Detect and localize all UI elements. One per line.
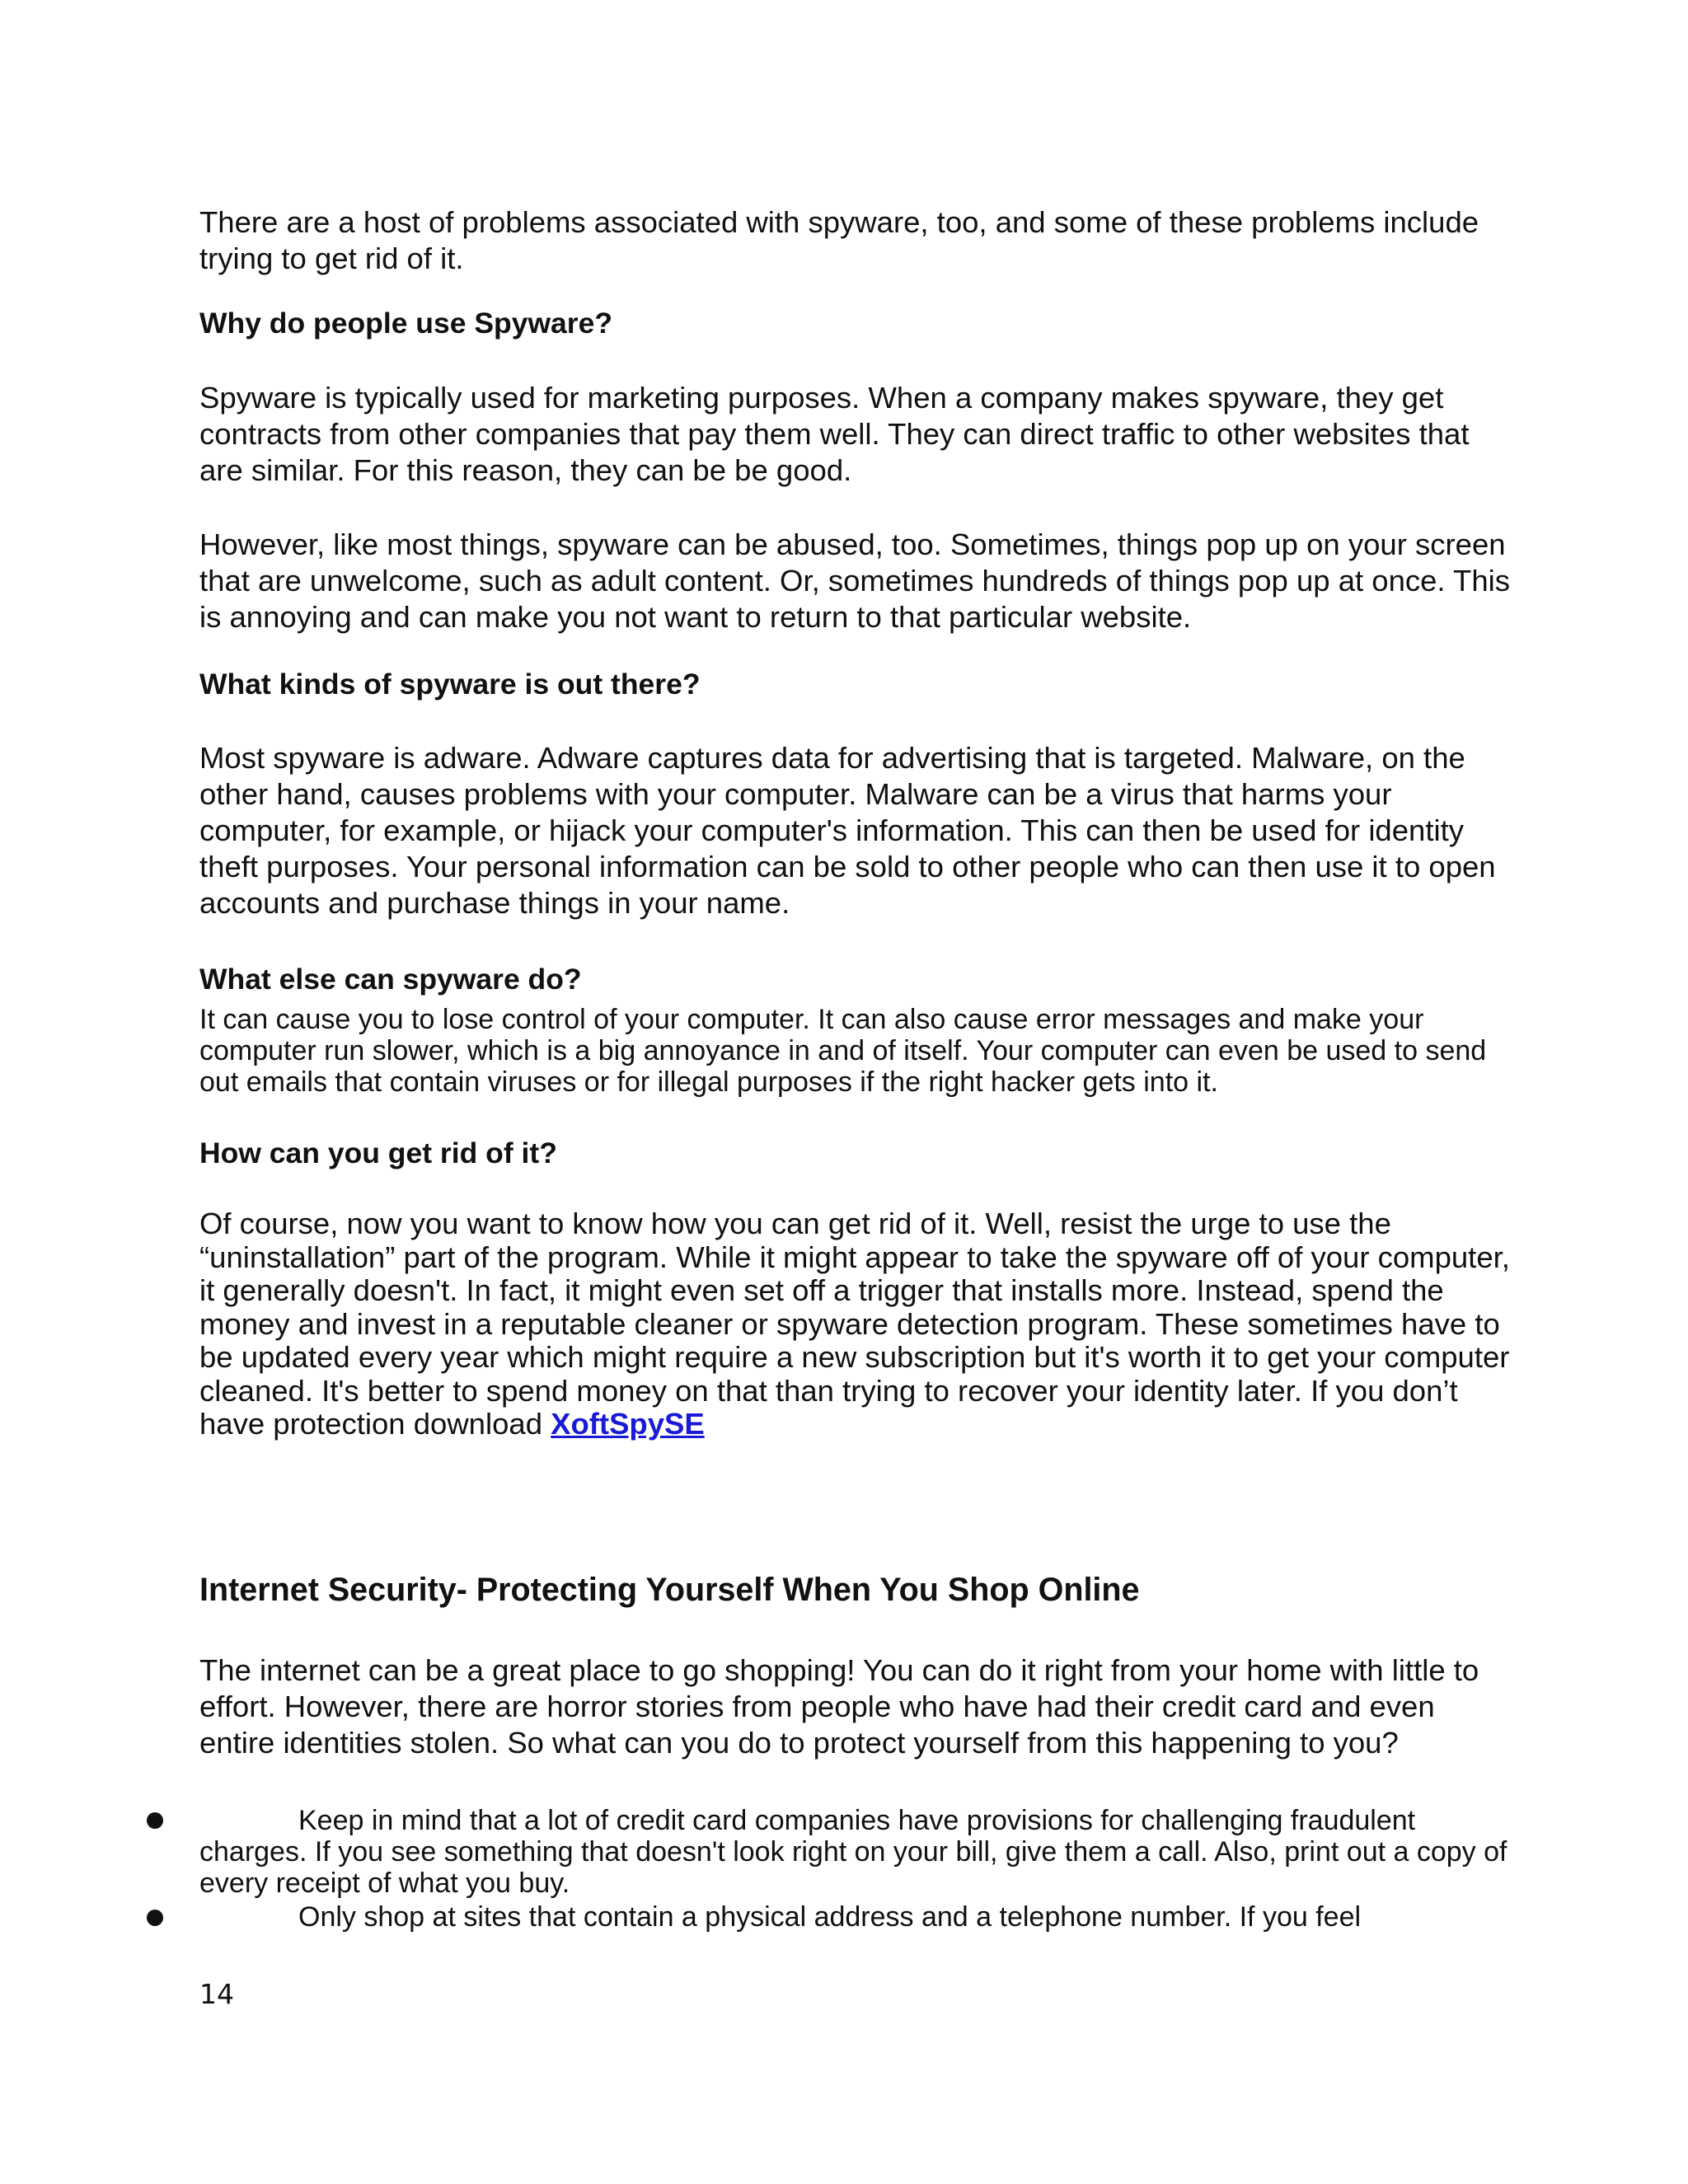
- section-title-shop-online: Internet Security- Protecting Yourself When You Shop Online: [199, 1572, 1140, 1608]
- paragraph-get-rid: [199, 1207, 1518, 1441]
- paragraph-why-1: Spyware is typically used for marketing purposes. When a company makes spyware, they get contracts from other companies that pay them well. They can direct traffic to other websites that are similar. For this reason, they can be be good.: [199, 381, 1470, 487]
- paragraph-shopping: The internet can be a great place to go shopping! You can do it right from your home with little to effort. However, there are horror stories from people who have had their credit card and even entire identities stolen. So what can you do to protect yourself from this happening to you?: [199, 1653, 1479, 1760]
- page-number: 14: [199, 1978, 234, 2010]
- paragraph-what-else: It can cause you to lose control of your computer. It can also cause error messages and make your computer run slower, which is a big annoyance in and of itself. Your computer can even be used to send out emails that contain viruses or for illegal purposes if the right hacker gets into it.: [199, 1004, 1487, 1098]
- bullet-item-2-text: Only shop at sites that contain a physical address and a telephone number. If you feel: [298, 1901, 1362, 1933]
- heading-get-rid: How can you get rid of it?: [199, 1137, 557, 1169]
- bullet-item-2: [199, 1901, 1518, 1933]
- heading-what-else: What else can spyware do?: [199, 963, 582, 996]
- heading-kinds-of-spyware: What kinds of spyware is out there?: [199, 668, 701, 701]
- bullet-marker-2: [147, 1910, 163, 1926]
- bullet-marker-1: [147, 1812, 163, 1829]
- paragraph-kinds: Most spyware is adware. Adware captures data for advertising that is targeted. Malware, on the other hand, causes problems with your computer. Malware can be a virus that harms your computer, for example, or hijack your computer's information. This can then be used for identity theft purposes. Your personal information can be sold to other people who can then use it to open accounts and purchase things in your name.: [199, 741, 1496, 920]
- bullet-item-1-text: Keep in mind that a lot of credit card companies have provisions for challenging fraudulent charges. If you see something that doesn't look right on your bill, give them a call. Also, print out a copy of every receipt of what you buy.: [199, 1805, 1507, 1899]
- heading-why-use-spyware: Why do people use Spyware?: [199, 307, 613, 340]
- xoftspyse-link[interactable]: XoftSpySE: [551, 1407, 705, 1441]
- paragraph-why-2: However, like most things, spyware can be abused, too. Sometimes, things pop up on your screen that are unwelcome, such as adult content. Or, sometimes hundreds of things pop up at once. This is annoying and can make you not want to return to that particular website.: [199, 527, 1511, 634]
- intro-paragraph: There are a host of problems associated with spyware, too, and some of these problems include trying to get rid of it.: [199, 205, 1479, 275]
- paragraph-get-rid-text: Of course, now you want to know how you can get rid of it. Well, resist the urge to use the “uninstallation” part of the program. While it might appear to take the spyware off of your computer, it generally doesn't. In fact, it might even set off a trigger that installs more. Instead, spend the money and invest in a reputable cleaner or spyware detection program. These sometimes have to be updated every year which might require a new subscription but it's worth it to get your computer cleaned. It's better to spend money on that than trying to recover your identity later. If you don’t have protection download: [199, 1207, 1510, 1441]
- bullet-item-1: [199, 1805, 1518, 1899]
